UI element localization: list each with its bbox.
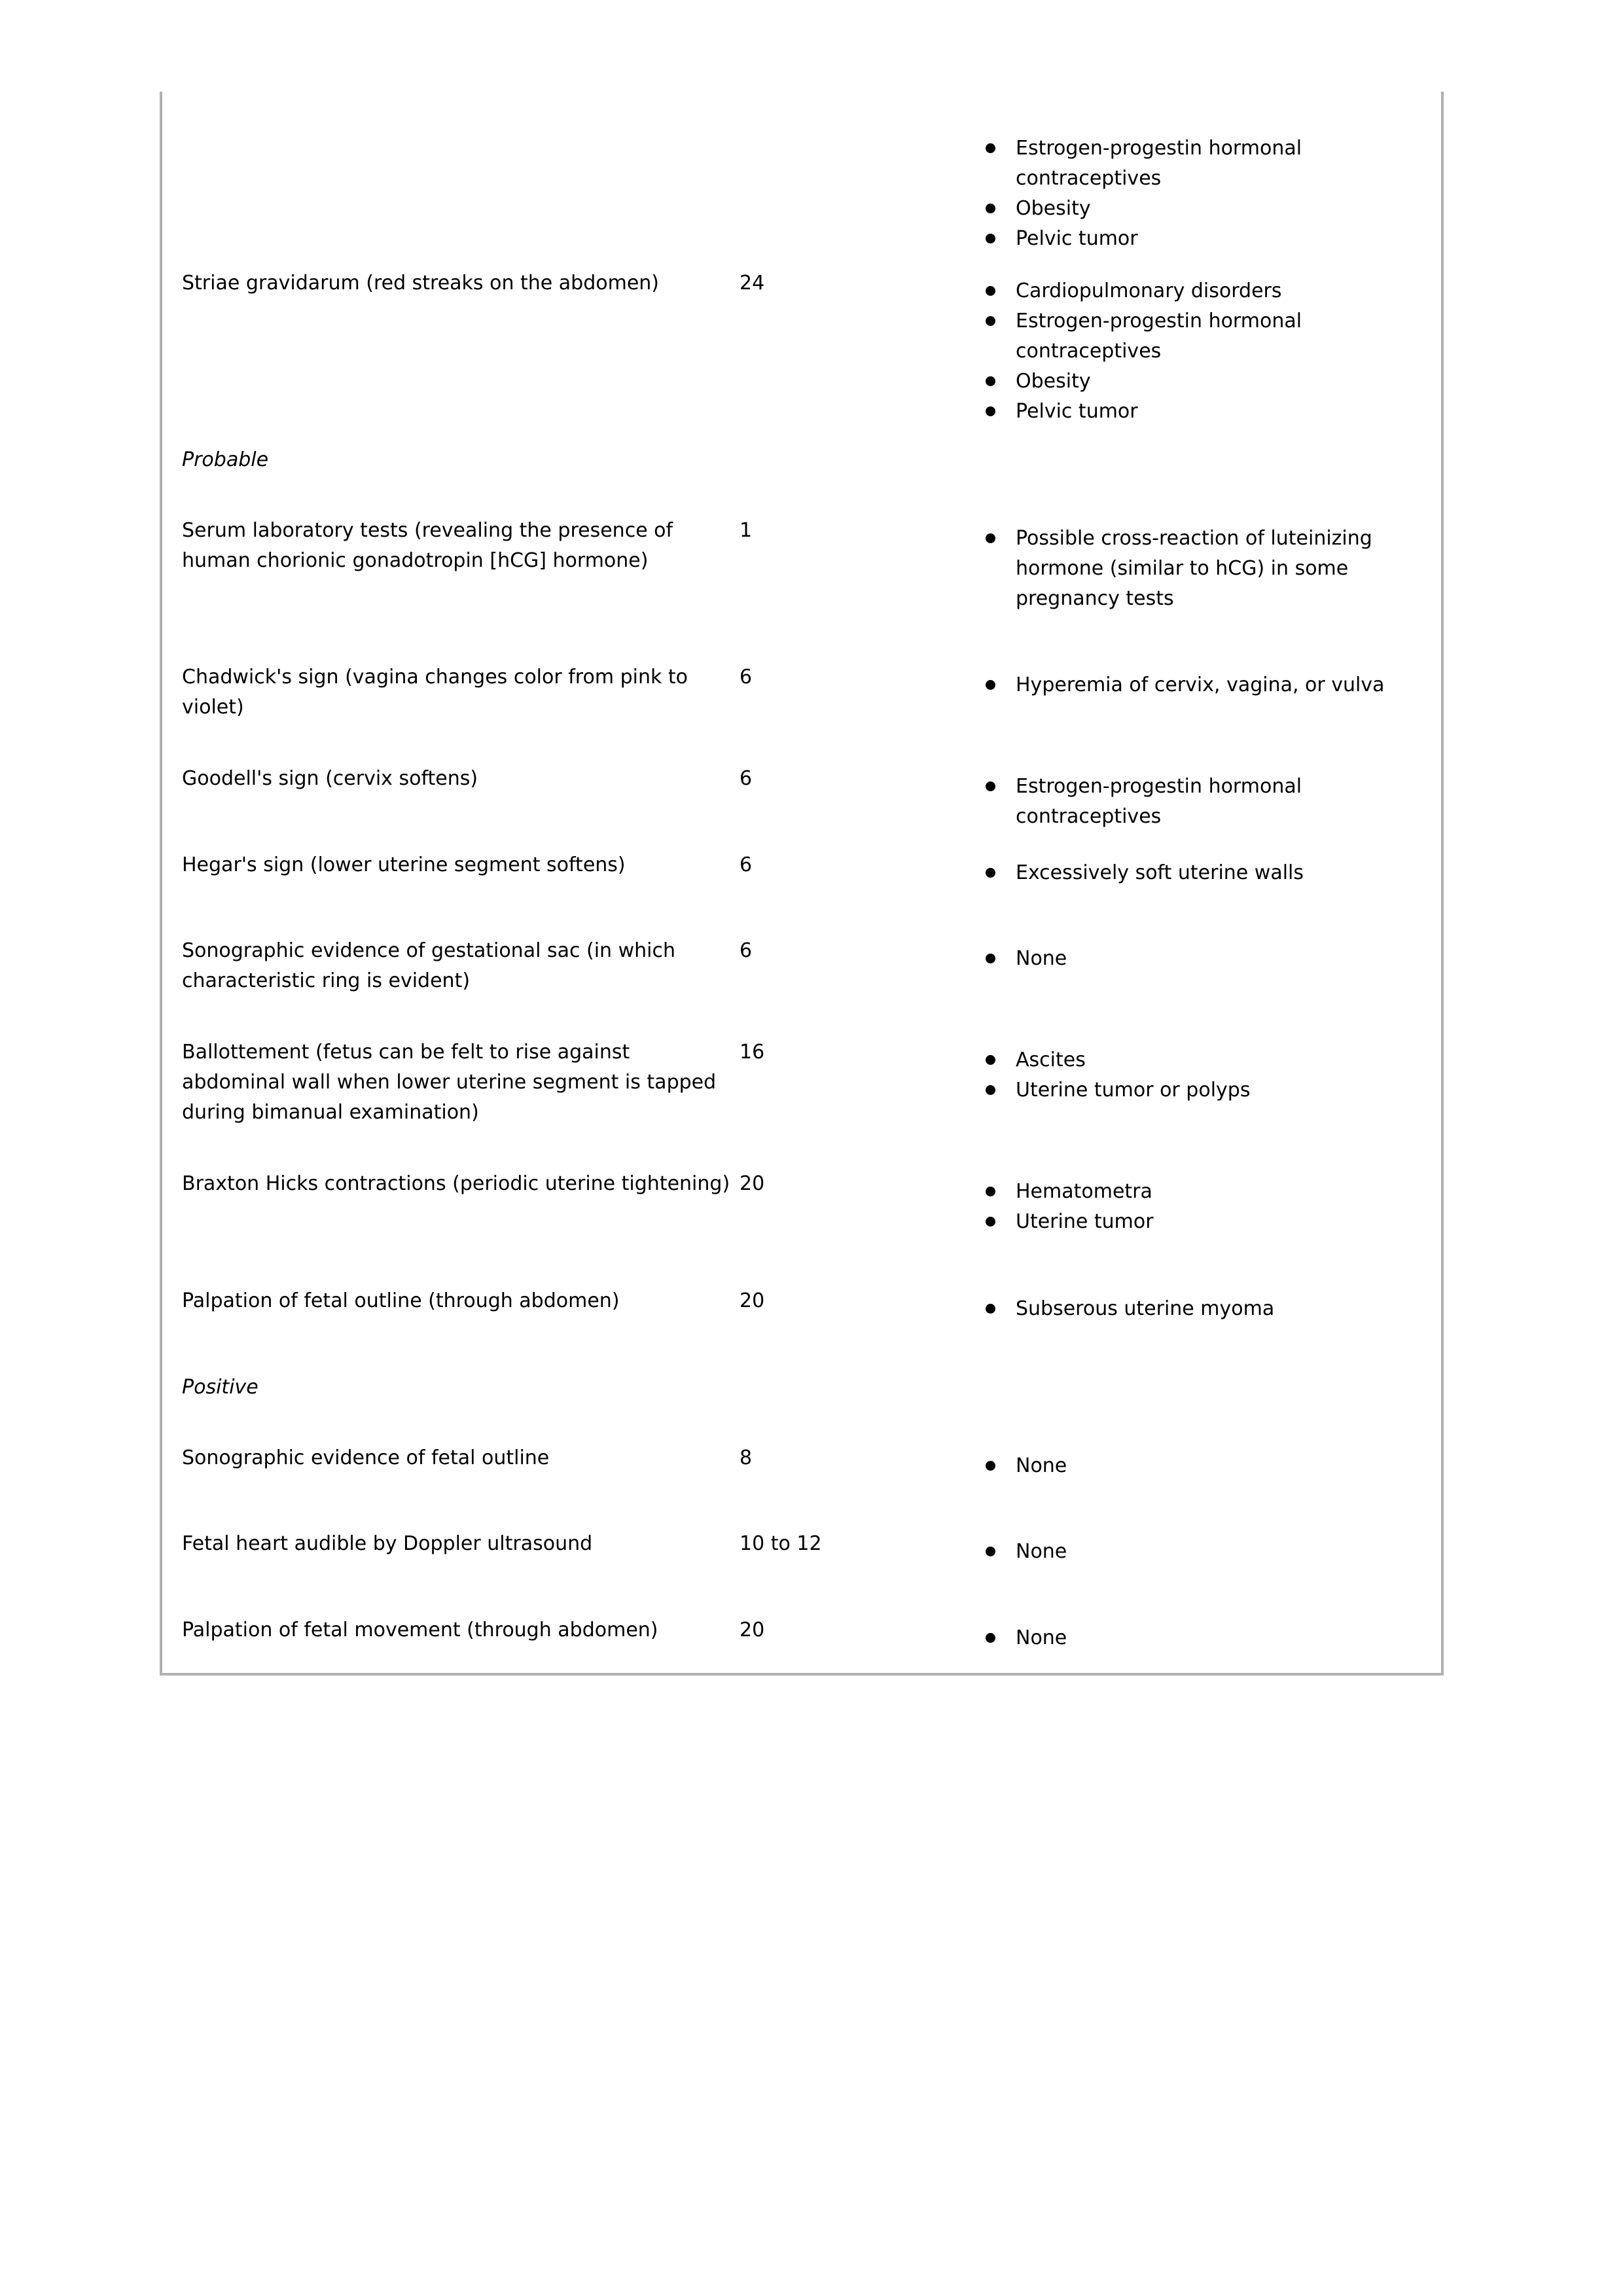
list-item: None <box>984 1623 1436 1653</box>
sign-cell: Chadwick's sign (vagina changes color from pink to violet) <box>182 666 688 719</box>
other-causes-list <box>984 1177 1436 1237</box>
list-item: Obesity <box>984 367 1436 397</box>
list-item: Uterine tumor <box>984 1207 1436 1237</box>
week-cell: 8 <box>740 1446 753 1469</box>
section-heading-positive: Positive <box>182 1376 259 1399</box>
list-item: Possible cross-reaction of luteinizing hormone (similar to hCG) in some pregnancy tests <box>984 524 1436 614</box>
week-cell: 6 <box>740 853 753 876</box>
sign-cell: Sonographic evidence of fetal outline <box>182 1446 550 1469</box>
other-causes-cell <box>984 1623 1436 1653</box>
week-cell: 20 <box>740 1619 765 1641</box>
other-causes-cell <box>984 1537 1436 1567</box>
week-cell: 20 <box>740 1289 765 1312</box>
list-item: Cardiopulmonary disorders <box>984 276 1436 306</box>
week-cell: 6 <box>740 939 753 962</box>
list-item: None <box>984 1537 1436 1567</box>
other-causes-cell <box>984 524 1436 614</box>
week-cell: 16 <box>740 1041 765 1064</box>
other-causes-list <box>984 772 1436 832</box>
list-item: Hematometra <box>984 1177 1436 1207</box>
list-item: Uterine tumor or polyps <box>984 1075 1436 1105</box>
pregnancy-signs-table <box>160 92 1444 1676</box>
other-causes-cell <box>984 1177 1436 1237</box>
other-causes-cell <box>984 670 1436 700</box>
sign-cell: Goodell's sign (cervix softens) <box>182 767 478 790</box>
other-causes-list <box>984 524 1436 614</box>
other-causes-list <box>984 1537 1436 1567</box>
list-item: None <box>984 944 1436 974</box>
other-causes-list <box>984 1623 1436 1653</box>
other-causes-cell <box>984 1294 1436 1324</box>
week-cell: 1 <box>740 519 753 542</box>
list-item: Pelvic tumor <box>984 397 1436 427</box>
other-causes-list <box>984 1045 1436 1105</box>
other-causes-cell <box>984 276 1436 427</box>
list-item: Pelvic tumor <box>984 224 1436 254</box>
list-item: Excessively soft uterine walls <box>984 858 1436 888</box>
sign-cell: Palpation of fetal outline (through abdomen) <box>182 1289 620 1312</box>
week-cell: 6 <box>740 767 753 790</box>
sign-cell: Palpation of fetal movement (through abdomen) <box>182 1619 658 1641</box>
week-cell: 10 to 12 <box>740 1532 822 1555</box>
list-item: Estrogen-progestin hormonal contraceptives <box>984 772 1436 832</box>
other-causes-list <box>984 944 1436 974</box>
other-causes-cell <box>984 1451 1436 1481</box>
other-causes-cell <box>984 772 1436 832</box>
list-item: None <box>984 1451 1436 1481</box>
week-cell: 6 <box>740 666 753 689</box>
other-causes-cell <box>984 1045 1436 1105</box>
sign-cell: Serum laboratory tests (revealing the presence of human chorionic gonadotropin [hCG] hormone) <box>182 519 673 572</box>
other-causes-cell <box>984 944 1436 974</box>
other-causes-list <box>984 276 1436 427</box>
week-cell: 24 <box>740 272 765 295</box>
section-heading-probable: Probable <box>182 448 269 471</box>
list-item: Estrogen-progestin hormonal contraceptives <box>984 134 1436 194</box>
list-item: Subserous uterine myoma <box>984 1294 1436 1324</box>
other-causes-list <box>984 1451 1436 1481</box>
list-item: Obesity <box>984 194 1436 224</box>
other-causes-cell <box>984 134 1436 254</box>
sign-cell: Fetal heart audible by Doppler ultrasound <box>182 1532 593 1555</box>
other-causes-cell <box>984 858 1436 888</box>
other-causes-list <box>984 670 1436 700</box>
week-cell: 20 <box>740 1172 765 1195</box>
list-item: Estrogen-progestin hormonal contraceptives <box>984 306 1436 367</box>
other-causes-list <box>984 134 1436 254</box>
other-causes-list <box>984 858 1436 888</box>
sign-cell: Ballottement (fetus can be felt to rise against abdominal wall when lower uterine segment is tapped during bimanual examination) <box>182 1041 717 1124</box>
sign-cell: Braxton Hicks contractions (periodic uterine tightening) <box>182 1172 730 1195</box>
sign-cell: Sonographic evidence of gestational sac (in which characteristic ring is evident) <box>182 939 675 992</box>
sign-cell: Striae gravidarum (red streaks on the abdomen) <box>182 272 659 295</box>
list-item: Hyperemia of cervix, vagina, or vulva <box>984 670 1436 700</box>
other-causes-list <box>984 1294 1436 1324</box>
list-item: Ascites <box>984 1045 1436 1075</box>
sign-cell: Hegar's sign (lower uterine segment softens) <box>182 853 626 876</box>
